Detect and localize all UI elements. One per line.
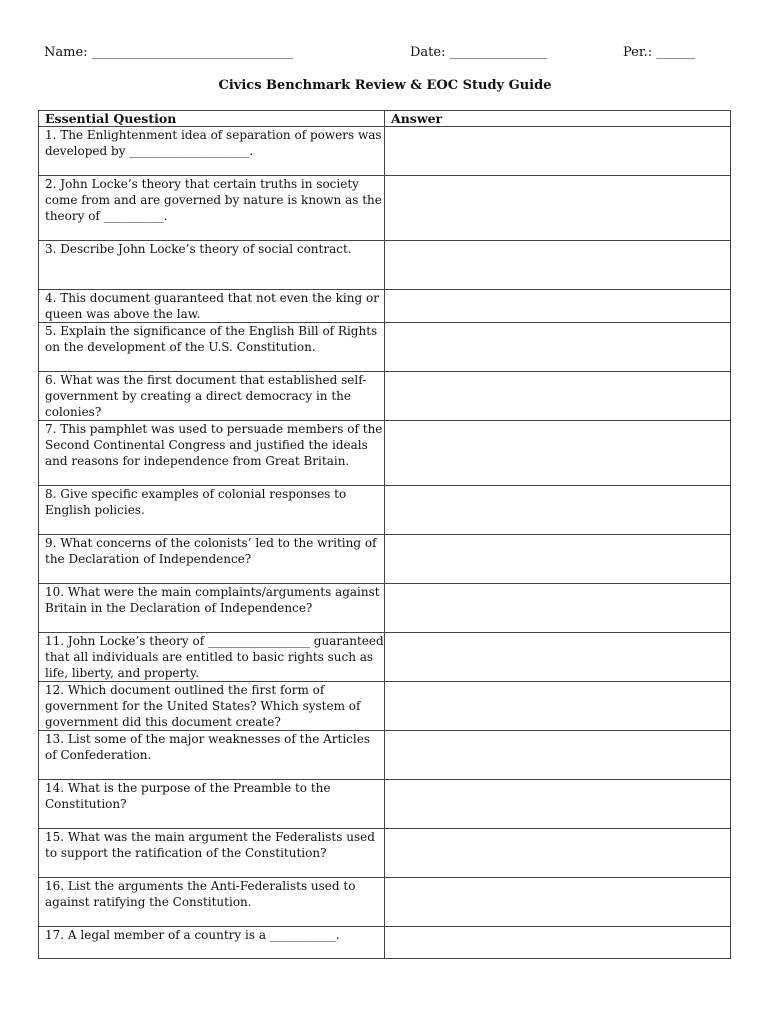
- table-row: [39, 127, 731, 176]
- table-row: [39, 290, 731, 323]
- name-field[interactable]: Name: _______________________________: [44, 45, 294, 60]
- answer-cell[interactable]: [385, 127, 731, 176]
- document-title: Civics Benchmark Review & EOC Study Guide: [218, 78, 552, 93]
- question-cell: 11. John Locke’s theory of _________________ guaranteed that all individuals are entitled to basic rights such as life, liberty, and property.: [39, 633, 385, 682]
- date-field[interactable]: Date: _______________: [410, 45, 548, 60]
- table-row: [39, 682, 731, 731]
- table-row: [39, 878, 731, 927]
- table-row: [39, 584, 731, 633]
- table-row: [39, 486, 731, 535]
- question-cell: 14. What is the purpose of the Preamble to the Constitution?: [39, 780, 385, 829]
- question-cell: 4. This document guaranteed that not even the king or queen was above the law.: [39, 290, 385, 323]
- question-cell: 2. John Locke’s theory that certain truths in society come from and are governed by nature is known as the theory of __________.: [39, 176, 385, 241]
- study-guide-table: [38, 110, 731, 959]
- answer-cell[interactable]: [385, 927, 731, 959]
- period-field[interactable]: Per.: ______: [623, 45, 696, 60]
- question-cell: 16. List the arguments the Anti-Federalists used to against ratifying the Constitution.: [39, 878, 385, 927]
- answer-cell[interactable]: [385, 878, 731, 927]
- question-cell: 6. What was the first document that established self-government by creating a direct democracy in the colonies?: [39, 372, 385, 421]
- table-header-row: [39, 111, 731, 127]
- answer-cell[interactable]: [385, 290, 731, 323]
- question-cell: 15. What was the main argument the Federalists used to support the ratification of the Constitution?: [39, 829, 385, 878]
- answer-cell[interactable]: [385, 323, 731, 372]
- question-cell: 10. What were the main complaints/arguments against Britain in the Declaration of Independence?: [39, 584, 385, 633]
- answer-cell[interactable]: [385, 372, 731, 421]
- question-cell: 3. Describe John Locke’s theory of social contract.: [39, 241, 385, 290]
- answer-cell[interactable]: [385, 421, 731, 486]
- answer-cell[interactable]: [385, 633, 731, 682]
- question-cell: 13. List some of the major weaknesses of the Articles of Confederation.: [39, 731, 385, 780]
- question-cell: 1. The Enlightenment idea of separation of powers was developed by ____________________.: [39, 127, 385, 176]
- table-row: [39, 176, 731, 241]
- answer-cell[interactable]: [385, 584, 731, 633]
- table-row: [39, 731, 731, 780]
- question-cell: 8. Give specific examples of colonial responses to English policies.: [39, 486, 385, 535]
- table-row: [39, 927, 731, 959]
- question-cell: 9. What concerns of the colonists’ led to the writing of the Declaration of Independence?: [39, 535, 385, 584]
- column-header-question: Essential Question: [39, 111, 385, 127]
- table-body: [39, 127, 731, 959]
- answer-cell[interactable]: [385, 486, 731, 535]
- answer-cell[interactable]: [385, 829, 731, 878]
- answer-cell[interactable]: [385, 682, 731, 731]
- header-fields: [0, 45, 770, 65]
- table-row: [39, 535, 731, 584]
- question-cell: 5. Explain the significance of the English Bill of Rights on the development of the U.S. Constitution.: [39, 323, 385, 372]
- table-row: [39, 780, 731, 829]
- answer-cell[interactable]: [385, 780, 731, 829]
- table-row: [39, 421, 731, 486]
- column-header-answer: Answer: [385, 111, 731, 127]
- table-row: [39, 372, 731, 421]
- table-row: [39, 323, 731, 372]
- table-row: [39, 633, 731, 682]
- answer-cell[interactable]: [385, 535, 731, 584]
- question-cell: 7. This pamphlet was used to persuade members of the Second Continental Congress and justified the ideals and reasons for independence from Great Britain.: [39, 421, 385, 486]
- question-cell: 12. Which document outlined the first form of government for the United States? Which system of government did this document create?: [39, 682, 385, 731]
- answer-cell[interactable]: [385, 241, 731, 290]
- table-row: [39, 241, 731, 290]
- answer-cell[interactable]: [385, 176, 731, 241]
- answer-cell[interactable]: [385, 731, 731, 780]
- table-row: [39, 829, 731, 878]
- question-cell: 17. A legal member of a country is a ___________.: [39, 927, 385, 959]
